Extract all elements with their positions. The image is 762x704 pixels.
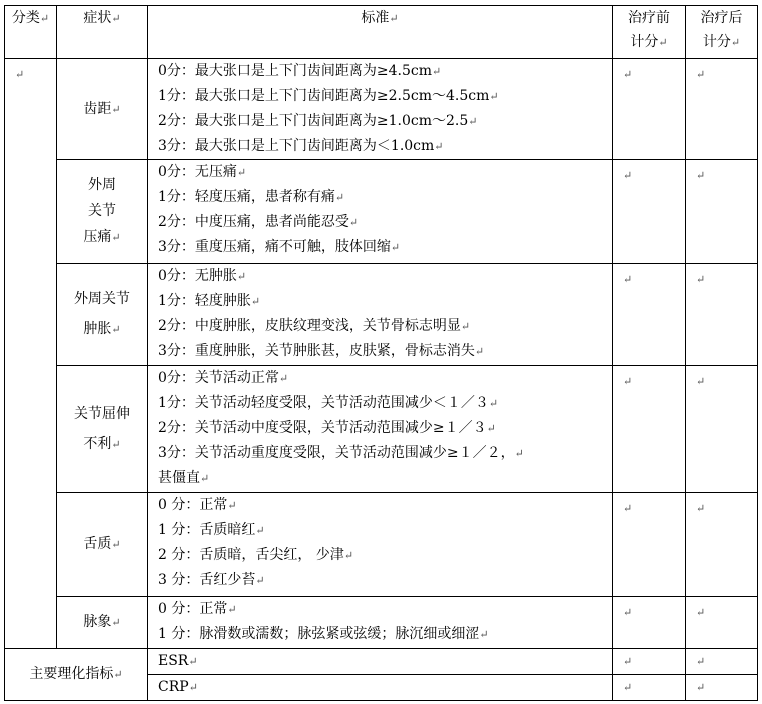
paragraph-mark: ↵ [111, 437, 121, 451]
symptom-name-cell [57, 160, 148, 264]
before-score-cell [613, 597, 686, 649]
criterion-text: 0分：关节活动正常 [158, 370, 279, 386]
lab-category-label: 主要理化指标 [29, 666, 114, 682]
after-score-cell [686, 366, 758, 493]
before-score-cell [613, 366, 686, 493]
criterion-text: 3分：最大张口是上下门齿间距离为＜1.0cm [158, 138, 435, 154]
paragraph-mark: ↵ [696, 606, 706, 619]
criterion-text: 甚僵直 [158, 470, 200, 486]
symptom-name-cell [57, 264, 148, 366]
lab-row [5, 649, 758, 675]
criterion-line [158, 391, 612, 416]
after-score-cell [686, 264, 758, 366]
header-standard: 标准↵ [148, 6, 613, 59]
symptom-name-cell [57, 493, 148, 597]
paragraph-mark: ↵ [227, 499, 237, 512]
paragraph-mark: ↵ [486, 422, 496, 435]
paragraph-mark: ↵ [334, 191, 345, 204]
before-score-cell [613, 160, 686, 264]
criterion-line [158, 289, 612, 314]
criterion-line [158, 339, 612, 364]
criterion-text: 0分：无压痛 [158, 164, 237, 180]
paragraph-mark: ↵ [250, 295, 261, 308]
lab-item-name: ESR [158, 653, 189, 669]
symptom-row [5, 59, 758, 160]
criterion-line [158, 185, 612, 210]
criterion-text: 2 分：舌质暗，舌尖红， 少津 [158, 547, 344, 563]
symptom-name-text: 不利 [83, 435, 112, 452]
criterion-line [158, 416, 612, 441]
before-score-cell [613, 264, 686, 366]
paragraph-mark: ↵ [236, 166, 247, 179]
symptom-name-cell [57, 366, 148, 493]
paragraph-mark: ↵ [188, 681, 198, 694]
symptom-name-text: 脉象 [83, 614, 112, 630]
after-score-cell [686, 160, 758, 264]
paragraph-mark: ↵ [696, 375, 706, 388]
paragraph-mark: ↵ [623, 502, 633, 515]
symptom-name-text: 舌质 [83, 536, 112, 552]
paragraph-mark: ↵ [255, 524, 265, 537]
criterion-text: 2分：中度压痛，患者尚能忍受 [158, 214, 349, 230]
symptom-row [5, 264, 758, 366]
paragraph-mark: ↵ [113, 668, 123, 681]
lab-item-name: CRP [158, 679, 189, 695]
symptom-name-line [57, 224, 147, 251]
paragraph-mark: ↵ [623, 169, 633, 182]
paragraph-mark: ↵ [696, 681, 706, 694]
criterion-text: 0分：最大张口是上下门齿间距离为≥4.5cm [158, 63, 433, 79]
criterion-text: 1 分：舌质暗红 [158, 522, 256, 538]
before-score-cell [613, 59, 686, 160]
paragraph-mark: ↵ [623, 681, 633, 694]
criteria-cell [148, 366, 613, 493]
symptom-name: 关节 [88, 203, 116, 219]
paragraph-mark: ↵ [278, 372, 289, 385]
criteria-cell [148, 59, 613, 160]
after-score-cell [686, 675, 758, 701]
before-score-cell [613, 493, 686, 597]
paragraph-mark: ↵ [460, 320, 471, 333]
criterion-line [158, 109, 612, 134]
after-score-cell [686, 59, 758, 160]
symptom-row [5, 366, 758, 493]
lab-category-cell [5, 649, 148, 701]
criterion-text: 3分：重度肿胀，关节肿胀甚，皮肤紧，骨标志消失 [158, 343, 475, 359]
criterion-text: 2分：最大张口是上下门齿间距离为≥1.0cm～2.5 [158, 113, 469, 129]
criterion-line [158, 366, 612, 391]
paragraph-mark: ↵ [255, 574, 265, 587]
criterion-line [158, 441, 612, 466]
symptom-name: 外周关节 [74, 291, 130, 307]
paragraph-mark: ↵ [696, 68, 706, 81]
lab-item-cell [148, 675, 613, 701]
paragraph-mark: ↵ [623, 606, 633, 619]
criterion-line [158, 160, 612, 185]
criterion-text: 0 分：正常 [158, 497, 228, 513]
criterion-text: 0 分：正常 [158, 601, 228, 617]
symptom-score-table [4, 5, 758, 701]
criterion-line [158, 210, 612, 235]
paragraph-mark: ↵ [696, 169, 706, 182]
paragraph-mark: ↵ [623, 375, 633, 388]
criterion-line [158, 568, 612, 593]
before-score-cell [613, 649, 686, 675]
criteria-cell [148, 597, 613, 649]
header-category: 分类↵ [5, 6, 57, 59]
after-score-cell [686, 597, 758, 649]
paragraph-mark: ↵ [696, 502, 706, 515]
table-body [5, 6, 758, 701]
symptom-name-text: 齿距 [83, 100, 112, 117]
symptom-name-line [57, 429, 147, 460]
criterion-line [158, 543, 612, 568]
paragraph-mark: ↵ [343, 549, 354, 562]
criterion-line [158, 314, 612, 339]
paragraph-mark: ↵ [696, 273, 706, 286]
criterion-text: 1 分：脉滑数或濡数；脉弦紧或弦缓；脉沉细或细涩 [158, 626, 480, 642]
symptom-name-cell [57, 597, 148, 649]
symptom-name-text: 压痛 [83, 229, 112, 245]
criteria-cell [148, 493, 613, 597]
paragraph-mark: ↵ [623, 68, 633, 81]
paragraph-mark: ↵ [514, 447, 524, 460]
before-score-cell [613, 675, 686, 701]
paragraph-mark: ↵ [489, 90, 499, 103]
criterion-line [158, 597, 612, 622]
criteria-cell [148, 264, 613, 366]
paragraph-mark: ↵ [468, 115, 478, 128]
criterion-text: 1分：关节活动轻度受限，关节活动范围减少＜１／３ [158, 395, 489, 411]
symptom-name-line [57, 607, 147, 638]
criterion-text: 1分：轻度肿胀 [158, 293, 251, 309]
paragraph-mark: ↵ [432, 65, 442, 78]
paragraph-mark: ↵ [111, 616, 121, 629]
criterion-line [158, 59, 612, 84]
criterion-text: 2分：关节活动中度受限，关节活动范围减少≥１／３ [158, 420, 487, 436]
criterion-text: 2分：中度肿胀，皮肤纹理变浅，关节骨标志明显 [158, 318, 461, 334]
symptom-row [5, 160, 758, 264]
criterion-line [158, 235, 612, 260]
paragraph-mark: ↵ [111, 538, 121, 551]
criterion-line [158, 84, 612, 109]
symptom-name-line [57, 314, 147, 345]
paragraph-mark: ↵ [200, 472, 210, 485]
criterion-text: 3分：重度压痛，痛不可触，肢体回缩 [158, 239, 391, 255]
paragraph-mark: ↵ [623, 273, 633, 286]
header-symptom: 症状↵ [57, 6, 148, 59]
criterion-text: 3 分：舌红少苔 [158, 572, 256, 588]
paragraph-mark: ↵ [434, 140, 444, 153]
paragraph-mark: ↵ [696, 655, 706, 668]
header-after-score: 治疗后 计分↵ [686, 6, 758, 59]
after-score-cell [686, 493, 758, 597]
paragraph-mark: ↵ [111, 231, 121, 244]
lab-item-cell [148, 649, 613, 675]
after-score-cell [686, 649, 758, 675]
symptom-name-line [57, 94, 147, 125]
criterion-line [158, 466, 612, 491]
paragraph-mark: ↵ [623, 655, 633, 668]
paragraph-mark: ↵ [188, 655, 198, 668]
header-row [5, 6, 758, 59]
criterion-text: 1分：最大张口是上下门齿间距离为≥2.5cm～4.5cm [158, 88, 490, 104]
header-before-score: 治疗前 计分↵ [613, 6, 686, 59]
criterion-text: 0分：无肿胀 [158, 268, 237, 284]
criterion-text: 3分：关节活动重度度受限，关节活动范围减少≥１／２， [158, 445, 515, 461]
symptom-name-cell [57, 59, 148, 160]
criterion-line [158, 493, 612, 518]
criterion-line [158, 134, 612, 159]
paragraph-mark: ↵ [488, 397, 499, 410]
criterion-line [158, 518, 612, 543]
symptom-name: 外周 [88, 177, 116, 193]
paragraph-mark: ↵ [15, 68, 25, 81]
symptom-row [5, 493, 758, 597]
criterion-line [158, 264, 612, 289]
criteria-cell [148, 160, 613, 264]
criterion-text: 1分：轻度压痛，患者称有痛 [158, 189, 335, 205]
paragraph-mark: ↵ [474, 345, 485, 358]
paragraph-mark: ↵ [479, 628, 489, 641]
paragraph-mark: ↵ [390, 241, 401, 254]
paragraph-mark: ↵ [111, 102, 121, 116]
symptom-name: 关节屈伸 [74, 405, 130, 422]
criterion-line [158, 622, 612, 647]
category-cell [5, 59, 57, 649]
paragraph-mark: ↵ [227, 603, 237, 616]
symptom-row [5, 597, 758, 649]
symptom-name-text: 肿胀 [83, 321, 112, 337]
symptom-name-line [57, 529, 147, 560]
paragraph-mark: ↵ [236, 270, 247, 283]
paragraph-mark: ↵ [111, 323, 121, 336]
paragraph-mark: ↵ [348, 216, 359, 229]
